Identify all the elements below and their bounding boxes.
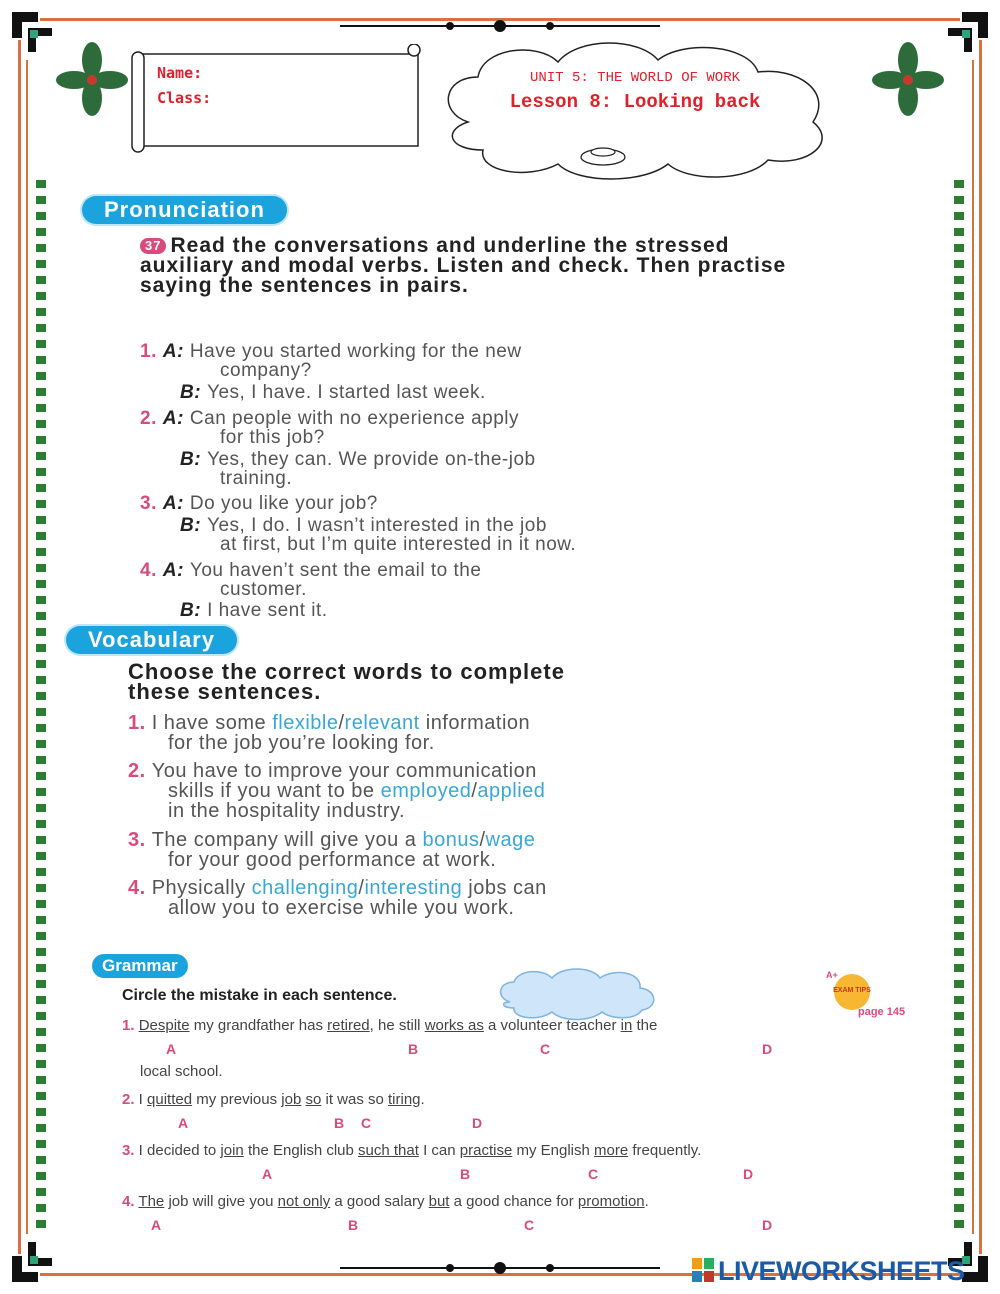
option-letter-d[interactable]: D bbox=[762, 1041, 773, 1057]
liveworksheets-logo[interactable]: LIVEWORKSHEETS bbox=[718, 1256, 965, 1286]
grammar-sentence-4: 4. The job will give you not only a good salary but a good chance for promotion. bbox=[122, 1193, 649, 1210]
pronunciation-item-1: 1. A: Have you started working for the new company? bbox=[140, 341, 522, 381]
option-letter-c[interactable]: C bbox=[588, 1166, 599, 1182]
option-applied[interactable]: applied bbox=[477, 780, 546, 802]
svg-text:EXAM TIPS: EXAM TIPS bbox=[833, 987, 871, 994]
name-field-label: Name: bbox=[157, 64, 203, 82]
pronunciation-item-3-reply: B: Yes, I do. I wasn’t interested in the job at first, but I’m quite interested in it now. bbox=[180, 515, 577, 555]
corner-ornament-icon bbox=[8, 1216, 78, 1286]
frame-inner-right-border bbox=[972, 60, 974, 1234]
option-employed[interactable]: employed bbox=[380, 780, 472, 802]
option-letter-b[interactable]: B bbox=[334, 1115, 345, 1131]
option-letter-a[interactable]: A bbox=[166, 1041, 177, 1057]
option-letter-b[interactable]: B bbox=[408, 1041, 419, 1057]
option-letter-a[interactable]: A bbox=[151, 1217, 162, 1233]
grammar-sentence-1-continued: local school. bbox=[140, 1063, 223, 1080]
option-letter-d[interactable]: D bbox=[743, 1166, 754, 1182]
holly-leaves-icon bbox=[52, 40, 132, 120]
vocabulary-item-1: 1. I have some flexible/relevant information for the job you’re looking for. bbox=[128, 712, 531, 754]
option-letter-c[interactable]: C bbox=[524, 1217, 535, 1233]
pronunciation-item-4: 4. A: You haven’t sent the email to the customer. bbox=[140, 560, 482, 600]
grammar-sentence-2: 2. I quitted my previous job so it was so tiring. bbox=[122, 1091, 425, 1108]
pronunciation-instruction: 37 Read the conversations and underline the stressed auxiliary and modal verbs. Listen and check. Then practise saying the sentences in pairs. bbox=[140, 234, 787, 297]
unit-title: UNIT 5: THE WORLD OF WORK bbox=[529, 70, 741, 86]
pronunciation-item-3: 3. A: Do you like your job? bbox=[140, 493, 378, 514]
lesson-title: Lesson 8: Looking back bbox=[509, 91, 761, 113]
frame-left-border bbox=[18, 40, 21, 1254]
grammar-instruction: Circle the mistake in each sentence. bbox=[122, 987, 397, 1004]
option-bonus[interactable]: bonus bbox=[422, 829, 480, 851]
vine-left-decoration bbox=[36, 180, 46, 1234]
pronunciation-item-1-reply: B: Yes, I have. I started last week. bbox=[180, 382, 486, 403]
grammar-sentence-3: 3. I decided to join the English club such that I can practise my English more frequently. bbox=[122, 1142, 702, 1159]
option-letter-a[interactable]: A bbox=[262, 1166, 273, 1182]
option-relevant[interactable]: relevant bbox=[344, 712, 420, 734]
vocabulary-section-label: Vocabulary bbox=[66, 626, 237, 654]
option-letter-d[interactable]: D bbox=[762, 1217, 773, 1233]
page-reference: page 145 bbox=[858, 1006, 906, 1018]
bottom-flourish-icon bbox=[340, 1260, 660, 1276]
vine-right-decoration bbox=[954, 180, 964, 1234]
option-challenging[interactable]: challenging bbox=[251, 877, 359, 899]
option-wage[interactable]: wage bbox=[485, 829, 536, 851]
option-interesting[interactable]: interesting bbox=[364, 877, 463, 899]
pronunciation-section-label: Pronunciation bbox=[82, 196, 287, 224]
option-letter-b[interactable]: B bbox=[348, 1217, 359, 1233]
vocabulary-item-4: 4. Physically challenging/interesting jobs can allow you to exercise while you work. bbox=[128, 877, 547, 919]
pronunciation-item-2-reply: B: Yes, they can. We provide on-the-job training. bbox=[180, 449, 536, 489]
option-letter-a[interactable]: A bbox=[178, 1115, 189, 1131]
option-letter-c[interactable]: C bbox=[540, 1041, 551, 1057]
holly-leaves-icon bbox=[868, 40, 948, 120]
frame-right-border bbox=[979, 40, 982, 1254]
pronunciation-item-2: 2. A: Can people with no experience apply for this job? bbox=[140, 408, 520, 448]
grammar-sentence-1: 1. Despite my grandfather has retired, he still works as a volunteer teacher in the bbox=[122, 1017, 658, 1034]
liveworksheets-logo-icon bbox=[692, 1258, 714, 1282]
svg-text:A+: A+ bbox=[826, 970, 838, 980]
option-letter-c[interactable]: C bbox=[361, 1115, 372, 1131]
vocabulary-item-2: 2. You have to improve your communication skills if you want to be employed/applied in the hospitality industry. bbox=[128, 760, 546, 822]
frame-inner-left-border bbox=[26, 60, 28, 1234]
audio-track-badge[interactable]: 37 bbox=[140, 238, 166, 254]
vocabulary-instruction: Choose the correct words to complete these sentences. bbox=[128, 659, 565, 704]
answer-cloud-input[interactable] bbox=[492, 964, 660, 1022]
pronunciation-item-4-reply: B: I have sent it. bbox=[180, 600, 328, 621]
vocabulary-item-3: 3. The company will give you a bonus/wage for your good performance at work. bbox=[128, 829, 536, 871]
class-field-label: Class: bbox=[157, 89, 212, 107]
option-letter-b[interactable]: B bbox=[460, 1166, 471, 1182]
option-flexible[interactable]: flexible bbox=[272, 712, 339, 734]
grammar-section-label: Grammar bbox=[92, 954, 188, 978]
option-letter-d[interactable]: D bbox=[472, 1115, 483, 1131]
